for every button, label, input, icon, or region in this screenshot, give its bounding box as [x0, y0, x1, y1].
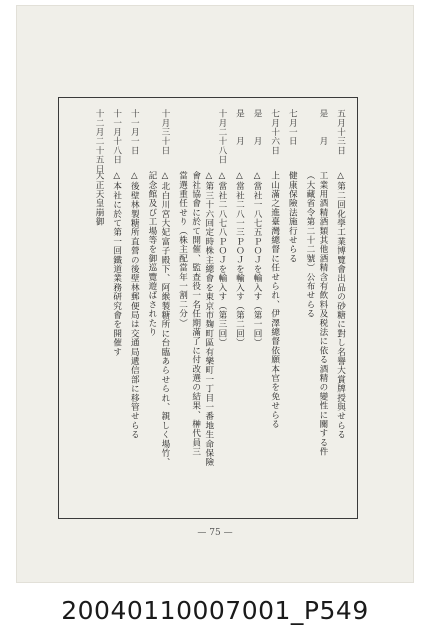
entry-text: 大正天皇崩御: [94, 171, 105, 227]
entry-text: △北白川宮大妃富子殿下、阿緱製糖所に台臨あらせられ、親しく場竹、: [159, 171, 170, 467]
entry-text: （大藏省令第二十二號）公布せらる: [304, 171, 315, 319]
entry-date: 十二月二十五日: [94, 109, 105, 174]
entry-text: 工業用酒精酒類其他酒精含有飲料及税法に依る酒精の變性に關する件: [317, 171, 328, 457]
entry-text: △第二回化學工業博覽會出品の砂糖に對し名譽大賞牌授與せらる: [335, 171, 346, 440]
entry-date: 七月十六日: [269, 109, 280, 155]
entry-date: 七月一日: [287, 109, 298, 146]
entry-text: △當社一八七五ＰＯＪを輸入す（第一回）: [252, 171, 263, 348]
entry-text: 記念館及び工場等を御巡覽遊ばされたり: [146, 171, 157, 337]
entry-date: 五月十三日: [335, 109, 346, 155]
entry-text: △當社二八一三ＰＯＪを輸入す（第二回）: [234, 171, 245, 348]
entry-text: △第三十六回定時株主總會を東京市麹町區有樂町一丁目一番地生命保險: [203, 171, 214, 467]
image-caption: 20040110007001_P549: [61, 596, 369, 625]
entry-date: 十一月十八日: [111, 109, 122, 165]
entry-text: △本社に於て第一回鐵道業務研究會を開催す: [111, 171, 122, 357]
entry-date: 是 月: [317, 109, 328, 146]
entry-text: 當選重任せり（株主配當年一割二分）: [177, 171, 188, 328]
entry-date: 十月二十八日: [216, 109, 227, 165]
entry-date: 十一月一日: [129, 109, 140, 155]
entry-text: 會社協會に於て開催、監查役一名任期滿了に付改選の結果、榊代員三: [190, 171, 201, 457]
page-number: — 75 —: [197, 528, 233, 538]
entry-date: 十月三十日: [159, 109, 170, 155]
entry-date: 是 月: [252, 109, 263, 146]
entry-text: △後壁林製糖所直營の後壁林郵便局は交通局遞信部に移管せらる: [129, 171, 140, 440]
entry-text: 上山滿之進臺灣總督に任せられ、伊澤總督依願本官を免せらる: [269, 171, 280, 429]
entry-date: 是 月: [234, 109, 245, 146]
entry-text: △當社二八七八ＰＯＪを輸入す（第三回）: [216, 171, 227, 348]
entry-text: 健康保險法施行せらる: [287, 171, 298, 263]
